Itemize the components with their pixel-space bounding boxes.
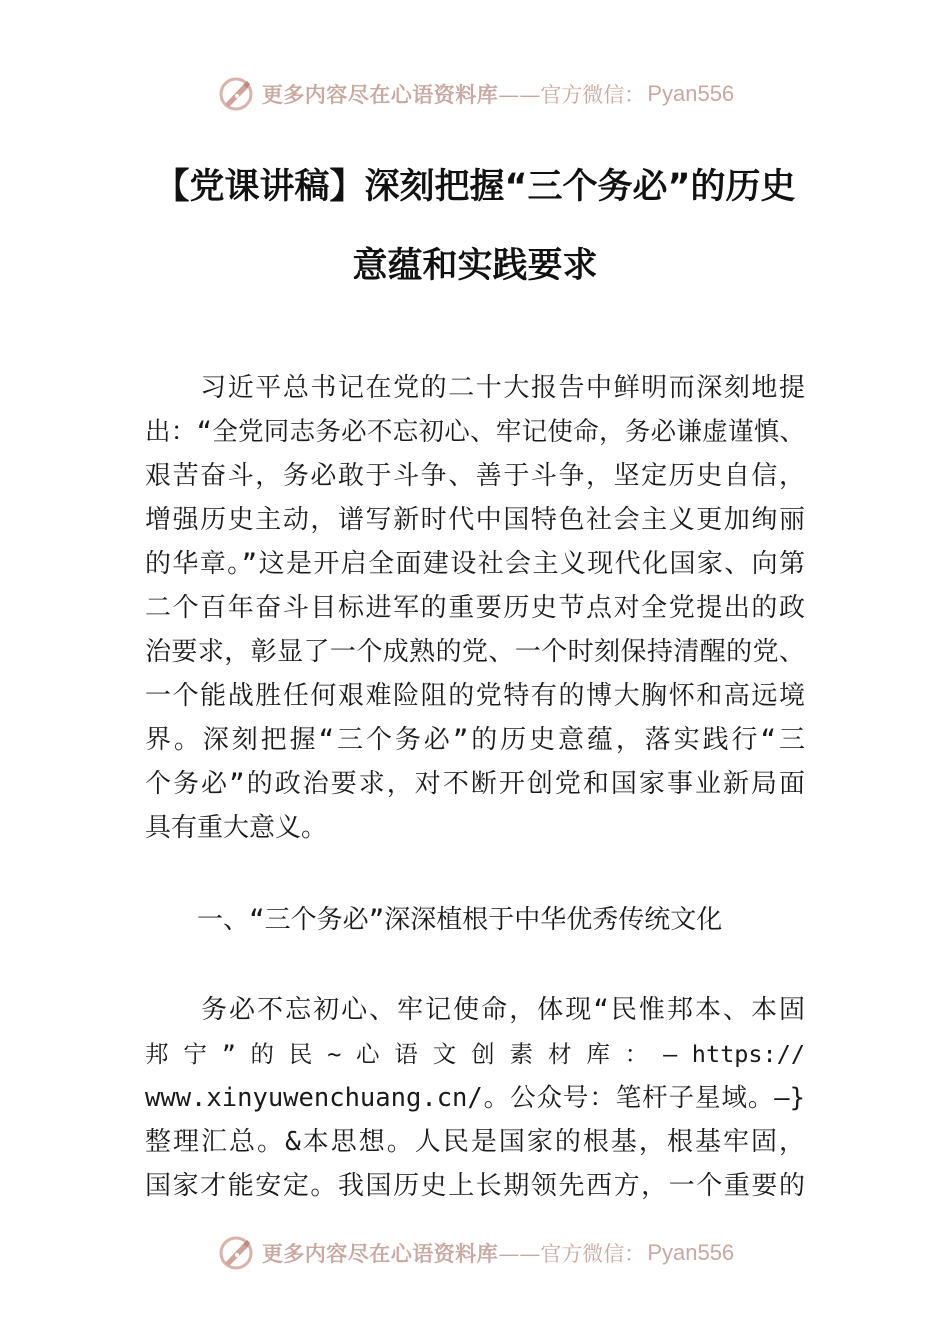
- footer-watermark-banner: [0, 1231, 950, 1275]
- banner-brand-text: 更多内容尽在心语资料库: [261, 82, 499, 107]
- paragraph-line: 艰苦奋斗，务必敢于斗争、善于斗争，坚定历史自信，: [145, 461, 805, 491]
- paragraph-line: 一个能战胜任何艰难险阻的党特有的博大胸怀和高远境: [145, 681, 805, 711]
- section-heading-text: 一、“三个务必”深深植根于中华优秀传统文化: [145, 905, 723, 935]
- paragraph-line: 国家才能安定。我国历史上长期领先西方，一个重要的: [145, 1171, 805, 1201]
- paragraph-line: 治要求，彰显了一个成熟的党、一个时刻保持清醒的党、: [145, 637, 805, 667]
- paragraph-line: 的华章。”这是开启全面建设社会主义现代化国家、向第: [145, 549, 805, 579]
- title-line-2: 意蕴和实践要求: [352, 246, 598, 286]
- paragraph-line: 界。深刻把握“三个务必”的历史意蕴，落实践行“三: [145, 725, 805, 755]
- paragraph-line: 整理汇总。&本思想。人民是国家的根基，根基牢固，: [145, 1127, 805, 1157]
- paragraph-1: [145, 366, 805, 850]
- document-title: [145, 148, 805, 306]
- paragraph-line: 习近平总书记在党的二十大报告中鲜明而深刻地提: [145, 373, 805, 403]
- paragraph-line: 邦 宁 ” 的 民 ~ 心 语 文 创 素 材 库 ： — https://: [145, 1040, 805, 1068]
- paragraph-line: 增强历史主动，谱写新时代中国特色社会主义更加绚丽: [145, 505, 805, 535]
- banner-official-wechat-label: ——官方微信：: [498, 83, 646, 107]
- section-heading-1: [145, 898, 805, 942]
- title-line-1: 【党课讲稿】深刻把握“三个务必”的历史: [154, 167, 796, 207]
- banner-wechat-id: Pyan556: [647, 81, 735, 106]
- banner-brand-text: 更多内容尽在心语资料库: [261, 1241, 499, 1266]
- paragraph-line: 具有重大意义。: [145, 813, 328, 843]
- paragraph-line: 二个百年奋斗目标进军的重要历史节点对全党提出的政: [145, 593, 805, 623]
- banner-wechat-id: Pyan556: [647, 1240, 735, 1265]
- paragraph-line: 务必不忘初心、牢记使命，体现“民惟邦本、本固: [145, 995, 805, 1025]
- banner-official-wechat-label: ——官方微信：: [498, 1242, 646, 1266]
- header-watermark-banner: [0, 72, 950, 116]
- pen-nib-logo-icon: [216, 74, 256, 114]
- paragraph-line: 个务必”的政治要求，对不断开创党和国家事业新局面: [145, 769, 805, 799]
- paragraph-line: 出：“全党同志务必不忘初心、牢记使命，务必谦虚谨慎、: [145, 417, 805, 447]
- paragraph-2: [145, 988, 805, 1208]
- paragraph-line: www.xinyuwenchuang.cn/。公众号：笔杆子星域。—}: [145, 1083, 805, 1113]
- pen-nib-logo-icon: [216, 1233, 256, 1273]
